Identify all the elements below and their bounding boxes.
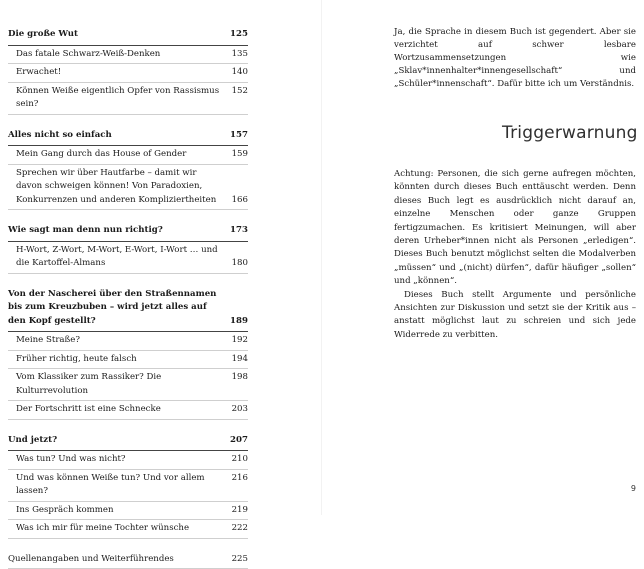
toc-title: Was tun? Und was nicht? bbox=[16, 453, 232, 467]
toc-page: 194 bbox=[232, 353, 248, 367]
toc-title: Und was können Weiße tun? Und vor allem lassen? bbox=[16, 472, 232, 499]
toc-title: Früher richtig, heute falsch bbox=[16, 353, 232, 367]
toc-section-heading[interactable] bbox=[8, 432, 248, 452]
toc-title: Mein Gang durch das House of Gender bbox=[16, 148, 232, 162]
toc-title: Alles nicht so einfach bbox=[8, 129, 230, 143]
toc-page: 225 bbox=[232, 553, 248, 567]
toc-title: Sprechen wir über Hautfarbe – damit wir davon schweigen können! Von Paradoxien, Konkurrenzen und anderen Kompliziertheiten bbox=[16, 167, 232, 208]
toc-page: 180 bbox=[232, 257, 248, 271]
page-number: 9 bbox=[631, 484, 636, 493]
toc-page: 166 bbox=[232, 194, 248, 208]
toc-page: 140 bbox=[232, 66, 248, 80]
toc-page: 125 bbox=[230, 28, 248, 42]
toc-title: Wie sagt man denn nun richtig? bbox=[8, 224, 230, 238]
toc-page: 207 bbox=[230, 434, 248, 448]
toc-title: Von der Nascherei über den Straßennamen bis zum Kreuzbuben – wird jetzt alles auf den Kopf gestellt? bbox=[8, 288, 230, 329]
toc-entry[interactable] bbox=[8, 46, 248, 65]
toc-entry-sources[interactable] bbox=[8, 551, 248, 569]
toc-page: 152 bbox=[232, 85, 248, 99]
toc-entry[interactable] bbox=[8, 451, 248, 470]
toc-page: 157 bbox=[230, 129, 248, 143]
toc-section bbox=[8, 127, 248, 211]
toc-page: 173 bbox=[230, 224, 248, 238]
paragraph: Achtung: Personen, die sich gerne aufregen möchten, könnten durch dieses Buch enttäuscht werden. Denn dieses Buch legt es ausdrücklich nicht darauf an, einzelne Menschen oder ganze Gruppen fertigzumachen. Es kritisiert Meinungen, will aber deren Urheber*innen nicht als Personen „erledigen“. Dieses Buch benutzt möglichst selten die Modalverben „müssen“ und „(nicht) dürfen“, dafür häufiger „sollen“ und „können“. bbox=[394, 168, 636, 289]
toc-section bbox=[8, 26, 248, 115]
toc-entry[interactable] bbox=[8, 502, 248, 521]
toc-page: 198 bbox=[232, 371, 248, 385]
toc-page: 135 bbox=[232, 48, 248, 62]
toc-title: Erwachet! bbox=[16, 66, 232, 80]
toc-title: Die große Wut bbox=[8, 28, 230, 42]
toc-section-heading[interactable] bbox=[8, 222, 248, 242]
toc-entry[interactable] bbox=[8, 165, 248, 211]
body-text bbox=[394, 168, 636, 342]
toc-title: Meine Straße? bbox=[16, 334, 232, 348]
toc-title: Und jetzt? bbox=[8, 434, 230, 448]
toc-entry[interactable] bbox=[8, 470, 248, 502]
toc-section-heading[interactable] bbox=[8, 286, 248, 333]
toc-page: 219 bbox=[232, 504, 248, 518]
toc-section bbox=[8, 432, 248, 539]
right-page bbox=[322, 0, 644, 515]
toc-page: 210 bbox=[232, 453, 248, 467]
toc-entry[interactable] bbox=[8, 83, 248, 115]
toc-page: 159 bbox=[232, 148, 248, 162]
toc-entry[interactable] bbox=[8, 401, 248, 420]
toc-page: 216 bbox=[232, 472, 248, 486]
toc-page: 222 bbox=[232, 522, 248, 536]
toc-entry[interactable] bbox=[8, 146, 248, 165]
toc-entry[interactable] bbox=[8, 369, 248, 401]
toc-section bbox=[8, 286, 248, 420]
toc-entry[interactable] bbox=[8, 520, 248, 539]
toc-title: Quellenangaben und Weiterführendes bbox=[8, 553, 232, 567]
toc-entry[interactable] bbox=[8, 242, 248, 274]
toc-entry[interactable] bbox=[8, 332, 248, 351]
toc-section-heading[interactable] bbox=[8, 26, 248, 46]
toc-page: 189 bbox=[230, 315, 248, 329]
toc-title: Der Fortschritt ist eine Schnecke bbox=[16, 403, 232, 417]
toc-title: H-Wort, Z-Wort, M-Wort, E-Wort, I-Wort … und die Kartoffel-Almans bbox=[16, 244, 232, 271]
toc-page: 203 bbox=[232, 403, 248, 417]
table-of-contents bbox=[8, 26, 248, 569]
toc-section bbox=[8, 222, 248, 274]
paragraph: Dieses Buch stellt Argumente und persönliche Ansichten zur Diskussion und setzt sie der Kritik aus – anstatt möglichst laut zu schreien und sich jede Widerrede zu verbitten. bbox=[394, 289, 636, 343]
toc-title: Vom Klassiker zum Rassiker? Die Kulturrevolution bbox=[16, 371, 232, 398]
toc-page: 192 bbox=[232, 334, 248, 348]
gender-note: Ja, die Sprache in diesem Buch ist gegendert. Aber sie verzichtet auf schwer lesbare Wortzusammensetzungen wie „Sklav*innenhalter*innengesellschaft“ und „Schüler*innenschaft“. Dafür bitte ich um Verständnis. bbox=[394, 26, 636, 91]
section-heading: Triggerwarnung bbox=[502, 123, 636, 143]
toc-entry[interactable] bbox=[8, 64, 248, 83]
left-page bbox=[0, 0, 322, 515]
toc-section-heading[interactable] bbox=[8, 127, 248, 147]
toc-title: Was ich mir für meine Tochter wünsche bbox=[16, 522, 232, 536]
toc-title: Können Weiße eigentlich Opfer von Rassismus sein? bbox=[16, 85, 232, 112]
toc-entry[interactable] bbox=[8, 351, 248, 370]
toc-title: Das fatale Schwarz-Weiß-Denken bbox=[16, 48, 232, 62]
toc-title: Ins Gespräch kommen bbox=[16, 504, 232, 518]
